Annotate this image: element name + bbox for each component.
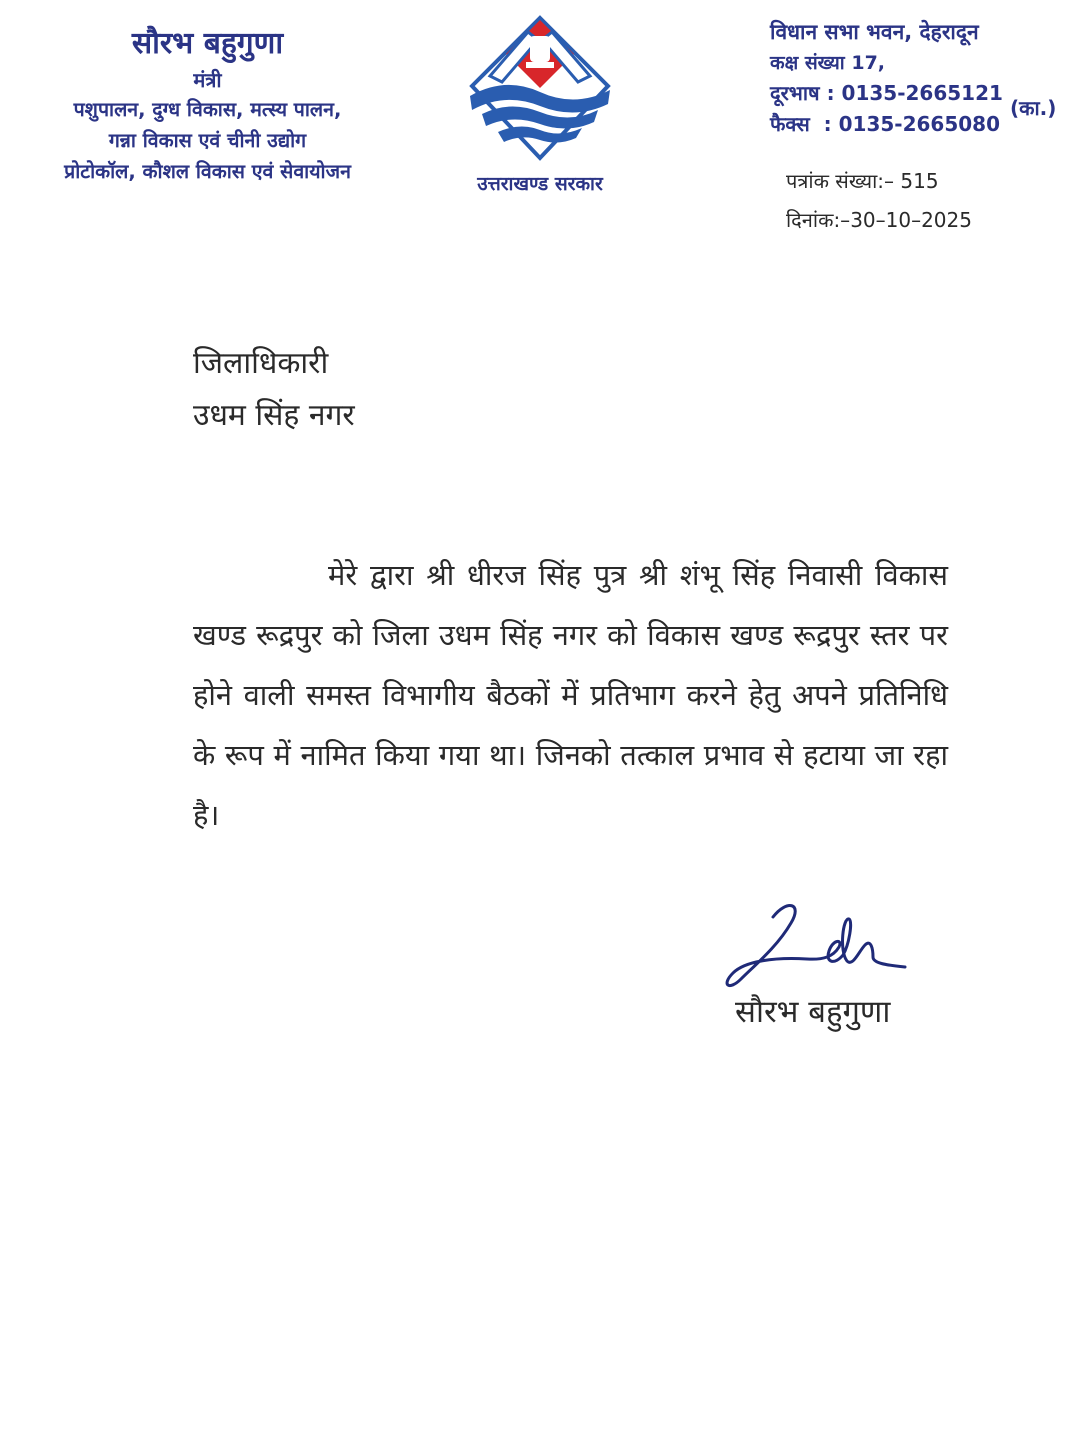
department-line-2: गन्ना विकास एवं चीनी उद्योग (108, 129, 307, 152)
minister-designation: मंत्री (193, 68, 222, 92)
minister-name: सौरभ बहुगुणा (131, 26, 284, 61)
letterhead-left (10, 22, 405, 187)
government-emblem (440, 14, 640, 196)
addressee-title: जिलाधिकारी (193, 346, 329, 381)
signature-icon (715, 895, 915, 995)
letterhead-right (770, 16, 1057, 140)
uttarakhand-emblem-icon (450, 14, 630, 164)
phone-number: 0135-2665121 (841, 81, 1003, 105)
emblem-caption: उत्तराखण्ड सरकार (477, 173, 603, 195)
reference-number: 515 (900, 169, 939, 193)
fax-row: फैक्स : 0135-2665080 (770, 112, 1001, 136)
phone-label: दूरभाष (770, 81, 820, 105)
phone-row: दूरभाष : 0135-2665121 (770, 81, 1003, 105)
letter-body: मेरे द्वारा श्री धीरज सिंह पुत्र श्री शंभू सिंह निवासी विकास खण्ड रूद्रपुर को जिला उधम सिंह नगर को विकास खण्ड रूद्रपुर स्तर पर होने वाली समस्त विभागीय बैठकों में प्रतिभाग करने हेतु अपने प्रतिनिधि के रूप में नामित किया गया था। जिनको तत्काल प्रभाव से हटाया जा रहा है। (193, 558, 948, 832)
fax-label: फैक्स (770, 112, 810, 136)
addressee-location: उधम सिंह नगर (193, 398, 355, 433)
office-tag: (का.) (1010, 96, 1057, 120)
department-line-3: प्रोटोकॉल, कौशल विकास एवं सेवायोजन (64, 160, 351, 183)
signatory-name: सौरभ बहुगुणा (735, 994, 891, 1030)
room-number: कक्ष संख्या 17, (770, 52, 886, 74)
fax-number: 0135-2665080 (838, 112, 1001, 136)
department-line-1: पशुपालन, दुग्ध विकास, मत्स्य पालन, (73, 98, 342, 121)
reference-number-row (786, 162, 972, 201)
reference-number-label: पत्रांक संख्या:– (786, 169, 895, 193)
handwritten-signature (715, 895, 915, 999)
addressee (193, 338, 355, 442)
office-address: विधान सभा भवन, देहरादून (770, 20, 979, 44)
reference-block (786, 162, 972, 240)
reference-date: 30–10–2025 (850, 208, 972, 232)
reference-date-row (786, 201, 972, 240)
reference-date-label: दिनांक:– (786, 208, 851, 232)
